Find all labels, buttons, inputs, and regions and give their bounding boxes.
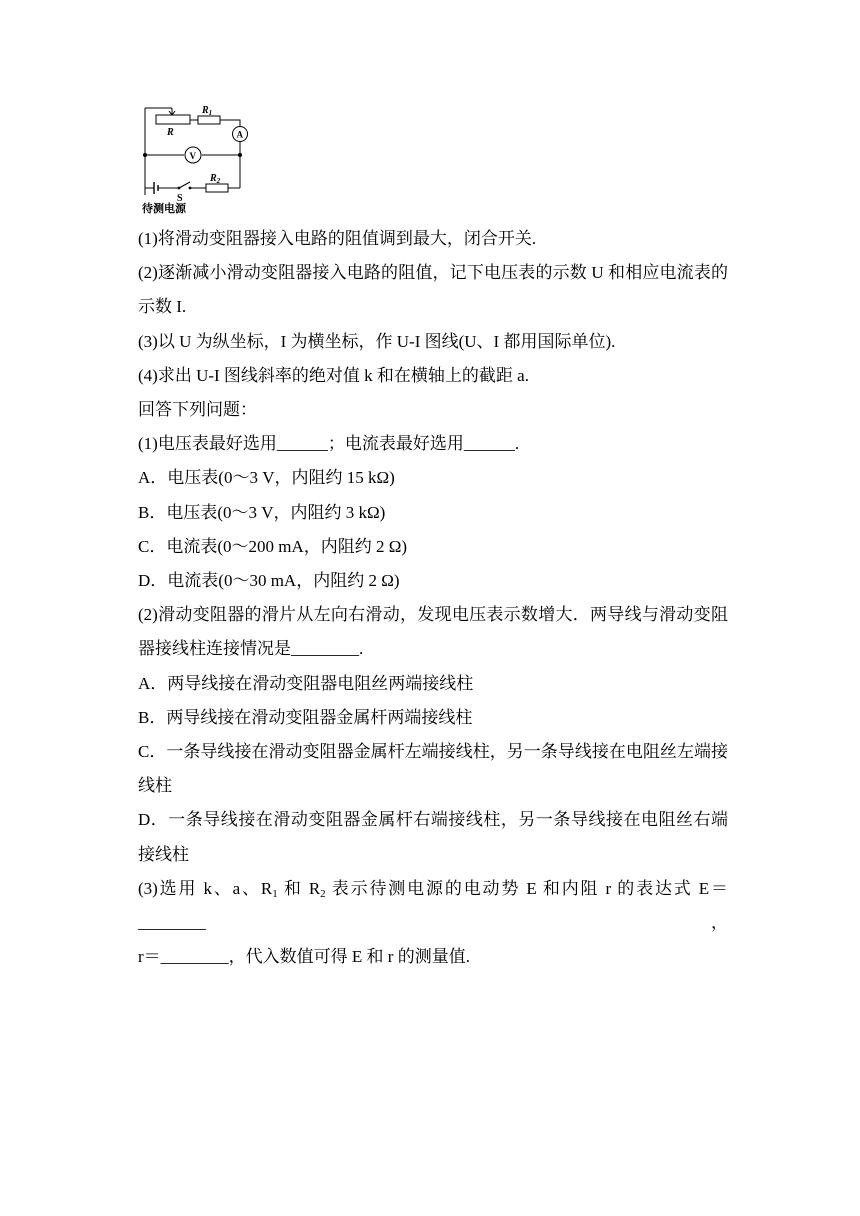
step-2-line-2: 示数 I. [138, 297, 187, 317]
q3-line-1: (3)选用 k、a、$R_1$ 和 $R_2$ 表示待测电源的电动势 E 和内阻 r 的表达式 E＝________， [138, 878, 728, 933]
switch-icon [179, 182, 190, 188]
resistor-r1 [198, 116, 220, 124]
q2-stem-line-2: 器接线柱连接情况是________. [138, 639, 364, 659]
step-4: (4)求出 U-I 图线斜率的绝对值 k 和在横轴上的截距 a. [138, 365, 529, 385]
label-r: R [167, 127, 174, 138]
step-2-line-1: (2)逐渐减小滑动变阻器接入电路的阻值，记下电压表的示数 U 和相应电流表的 [138, 263, 728, 283]
q2-option-d-line-1: D．一条导线接在滑动变阻器金属杆右端接线柱，另一条导线接在电阻丝右端 [138, 810, 728, 830]
label-r1: $R_1$ [202, 105, 213, 117]
resistor-r2 [206, 184, 228, 192]
q2-option-b: B．两导线接在滑动变阻器金属杆两端接线柱 [138, 707, 473, 727]
q1-option-a: A．电压表(0～3 V，内阻约 15 kΩ) [138, 468, 395, 488]
q2-option-d-line-2: 接线柱 [138, 844, 189, 864]
q2-option-a: A．两导线接在滑动变阻器电阻丝两端接线柱 [138, 673, 474, 693]
slider-arrow-icon [169, 108, 175, 115]
label-v: V [189, 151, 196, 161]
q2-stem-line-1: (2)滑动变阻器的滑片从左向右滑动，发现电压表示数增大．两导线与滑动变阻 [138, 605, 728, 625]
step-3: (3)以 U 为纵坐标，I 为横坐标，作 U-I 图线(U、I 都用国际单位). [138, 331, 616, 351]
step-1: (1)将滑动变阻器接入电路的阻值调到最大，闭合开关. [138, 229, 537, 248]
q1-option-d: D．电流表(0～30 mA，内阻约 2 Ω) [138, 571, 400, 591]
q2-option-c-line-2: 线柱 [138, 776, 172, 796]
question-text [138, 222, 728, 974]
label-s: S [177, 193, 183, 204]
battery-icon [154, 182, 158, 194]
q1-option-c: C．电流表(0～200 mA，内阻约 2 Ω) [138, 536, 408, 556]
circuit-diagram [136, 100, 256, 216]
label-a: A [236, 129, 243, 140]
q2-option-c-line-1: C．一条导线接在滑动变阻器金属杆左端接线柱，另一条导线接在电阻丝左端接 [138, 742, 728, 762]
label-r2: $R_2$ [210, 173, 221, 185]
figure-caption: 待测电源 [142, 203, 186, 215]
prompt: 回答下列问题： [138, 400, 257, 420]
q1-stem: (1)电压表最好选用______；电流表最好选用______. [138, 434, 520, 454]
q1-option-b: B．电压表(0～3 V，内阻约 3 kΩ) [138, 502, 386, 522]
q3-line-2: r＝________，代入数值可得 E 和 r 的测量值. [138, 947, 470, 967]
rheostat-r [156, 115, 190, 124]
